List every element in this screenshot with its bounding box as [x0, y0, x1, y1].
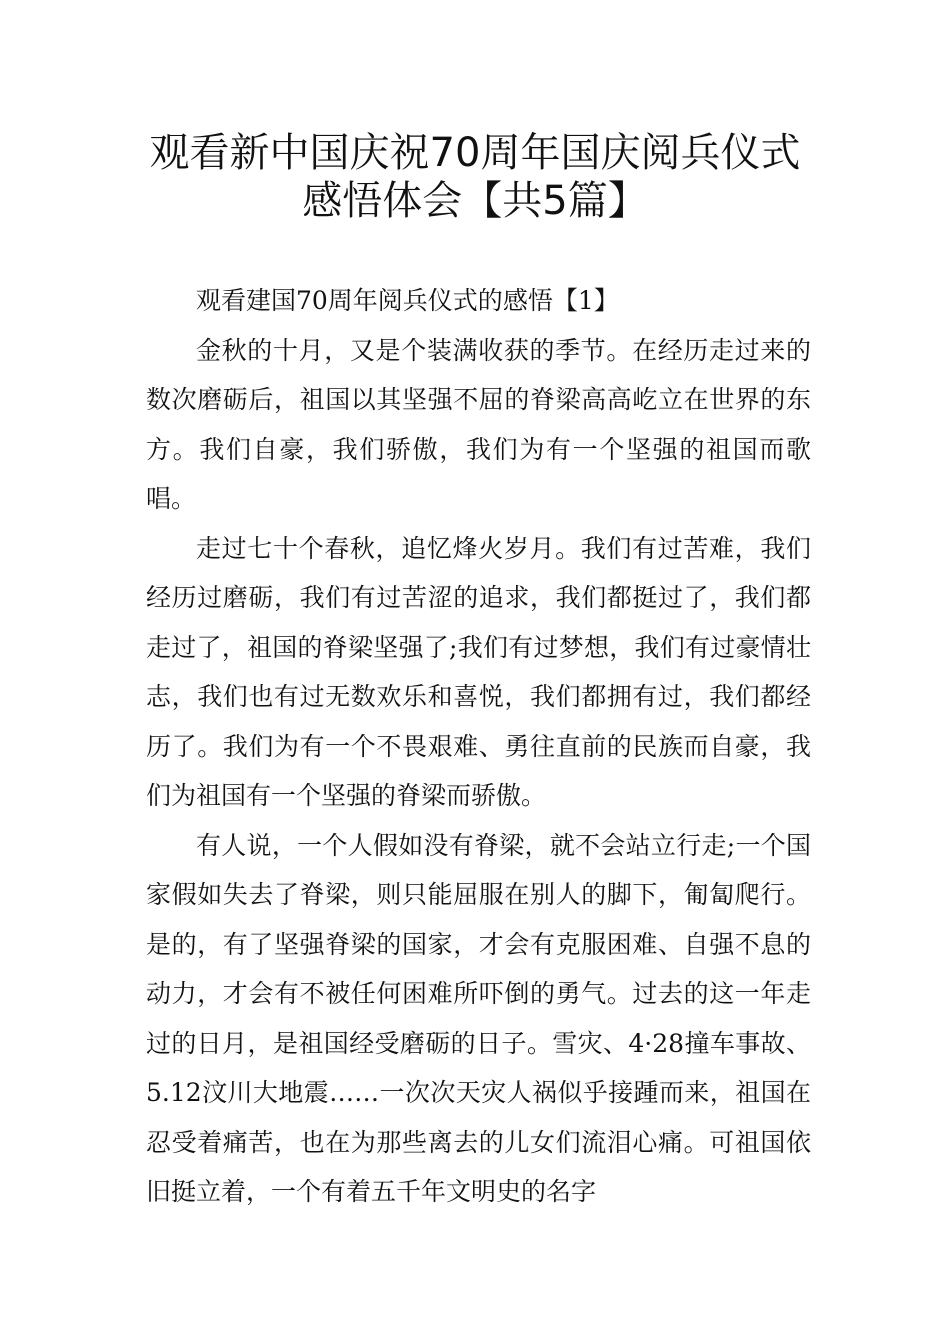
document-title-line-2: 感悟体会【共5篇】	[302, 178, 648, 224]
section-heading: 观看建国70周年阅兵仪式的感悟【1】	[196, 286, 619, 315]
paragraph-2: 走过七十个春秋，追忆烽火岁月。我们有过苦难，我们经历过磨砺，我们有过苦涩的追求，我们都挺过了，我们都走过了，祖国的脊梁坚强了;我们有过梦想，我们有过豪情壮志，我们也有过无数欢乐和喜悦，我们都拥有过，我们都经历了。我们为有一个不畏艰难、勇往直前的民族而自豪，我们为祖国有一个坚强的脊梁而骄傲。	[146, 533, 811, 810]
paragraph-3: 有人说，一个人假如没有脊梁，就不会站立行走;一个国家假如失去了脊梁，则只能屈服在别人的脚下，匍匐爬行。是的，有了坚强脊梁的国家，才会有克服困难、自强不息的动力，才会有不被任何困难所吓倒的勇气。过去的这一年走过的日月，是祖国经受磨砺的日子。雪灾、4·28撞车事故、5.12汶川大地震……一次次天灾人祸似乎接踵而来，祖国在忍受着痛苦，也在为那些离去的儿女们流泪心痛。可祖国依旧挺立着，一个有着五千年文明史的名字	[146, 830, 811, 1206]
document-title-line-1: 观看新中国庆祝70周年国庆阅兵仪式	[149, 130, 801, 176]
document-body	[146, 276, 811, 1217]
paragraph-1: 金秋的十月，又是个装满收获的季节。在经历走过来的数次磨砺后，祖国以其坚强不屈的脊梁高高屹立在世界的东方。我们自豪，我们骄傲，我们为有一个坚强的祖国而歌唱。	[146, 335, 811, 513]
